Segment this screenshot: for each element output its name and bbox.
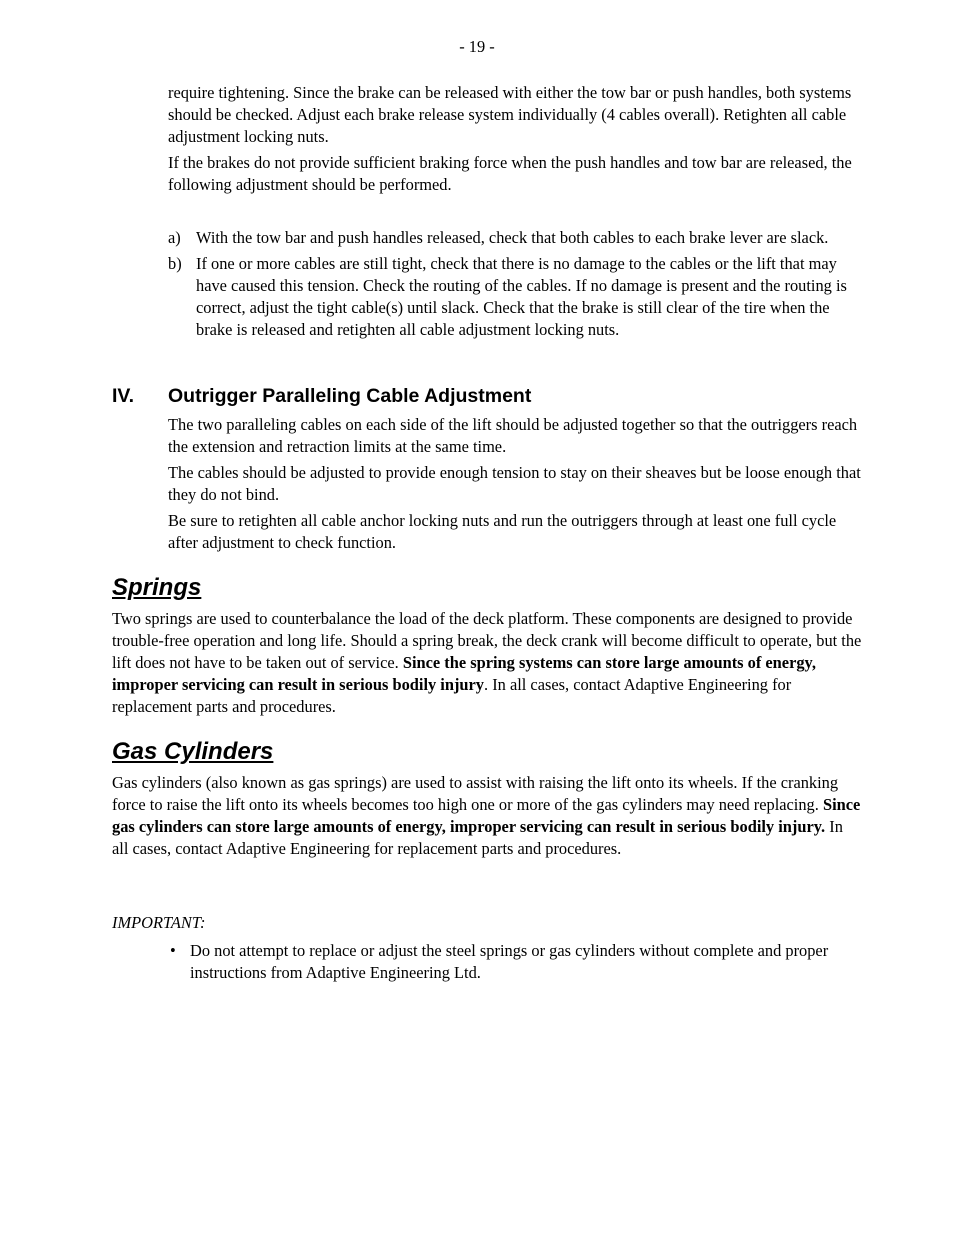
list-item — [168, 253, 858, 341]
list-item — [168, 227, 858, 249]
springs-warning: Since the spring systems can store large amounts of energy, improper servicing can result in serious bodily injury — [112, 653, 816, 694]
outrigger-paragraph-2: The cables should be adjusted to provide enough tension to stay on their sheaves but be loose enough that they do not bind. — [168, 463, 861, 504]
step-text: With the tow bar and push handles released, check that both cables to each brake lever are slack. — [196, 228, 829, 247]
important-list — [168, 940, 858, 984]
intro-paragraph-1: require tightening. Since the brake can be released with either the tow bar or push handles, both systems should be checked. Adjust each brake release system individually (4 cables overall). Retighten all cable adjustment locking nuts. — [168, 83, 852, 146]
step-text: If one or more cables are still tight, check that there is no damage to the cables or the lift that may have caused this tension. Check the routing of the cables. If no damage is present and the routing is correct, adjust the tight cable(s) until slack. Check that the brake is still clear of the tire when the brake is released and retighten all cable adjustment locking nuts. — [196, 254, 847, 339]
intro-paragraph-2: If the brakes do not provide sufficient braking force when the push handles and tow bar are released, the following adjustment should be performed. — [168, 153, 852, 194]
gas-cylinders-warning: Since gas cylinders can store large amounts of energy, improper servicing can result in serious bodily injury. — [112, 795, 861, 836]
bullet-icon: • — [170, 941, 176, 960]
step-marker: a) — [168, 228, 181, 247]
springs-paragraph — [112, 608, 862, 718]
page-number: - 19 - — [459, 37, 495, 56]
adjustment-steps-list — [168, 227, 858, 341]
gas-cylinders-paragraph — [112, 772, 862, 860]
section-title: Outrigger Paralleling Cable Adjustment — [168, 385, 532, 407]
outrigger-heading — [112, 384, 531, 408]
gas-cylinders-heading: Gas Cylinders — [112, 738, 274, 765]
gas-cylinders-text-start: Gas cylinders (also known as gas springs) are used to assist with raising the lift onto its wheels. If the cranking force to raise the lift onto its wheels becomes too high one or more of the gas cylinders may need replacing. — [112, 773, 839, 814]
list-item — [168, 940, 858, 984]
important-label: IMPORTANT: — [112, 913, 206, 932]
springs-text-end: . In all cases, contact Adaptive Engineering for replacement parts and procedures. — [112, 675, 792, 716]
important-item-text: Do not attempt to replace or adjust the steel springs or gas cylinders without complete and proper instructions from Adaptive Engineering Ltd. — [190, 941, 829, 982]
springs-heading: Springs — [112, 574, 202, 601]
gas-cylinders-text-end: In all cases, contact Adaptive Engineering for replacement parts and procedures. — [112, 817, 843, 858]
step-marker: b) — [168, 254, 182, 273]
springs-text-start: Two springs are used to counterbalance the load of the deck platform. These components are designed to provide trouble-free operation and long life. Should a spring break, the deck crank will become difficult to operate, but the lift does not have to be taken out of service. — [112, 609, 862, 672]
section-number: IV. — [112, 385, 135, 407]
outrigger-paragraph-1: The two paralleling cables on each side of the lift should be adjusted together so that the outriggers reach the extension and retraction limits at the same time. — [168, 415, 858, 456]
outrigger-paragraph-3: Be sure to retighten all cable anchor locking nuts and run the outriggers through at least one full cycle after adjustment to check function. — [168, 511, 837, 552]
